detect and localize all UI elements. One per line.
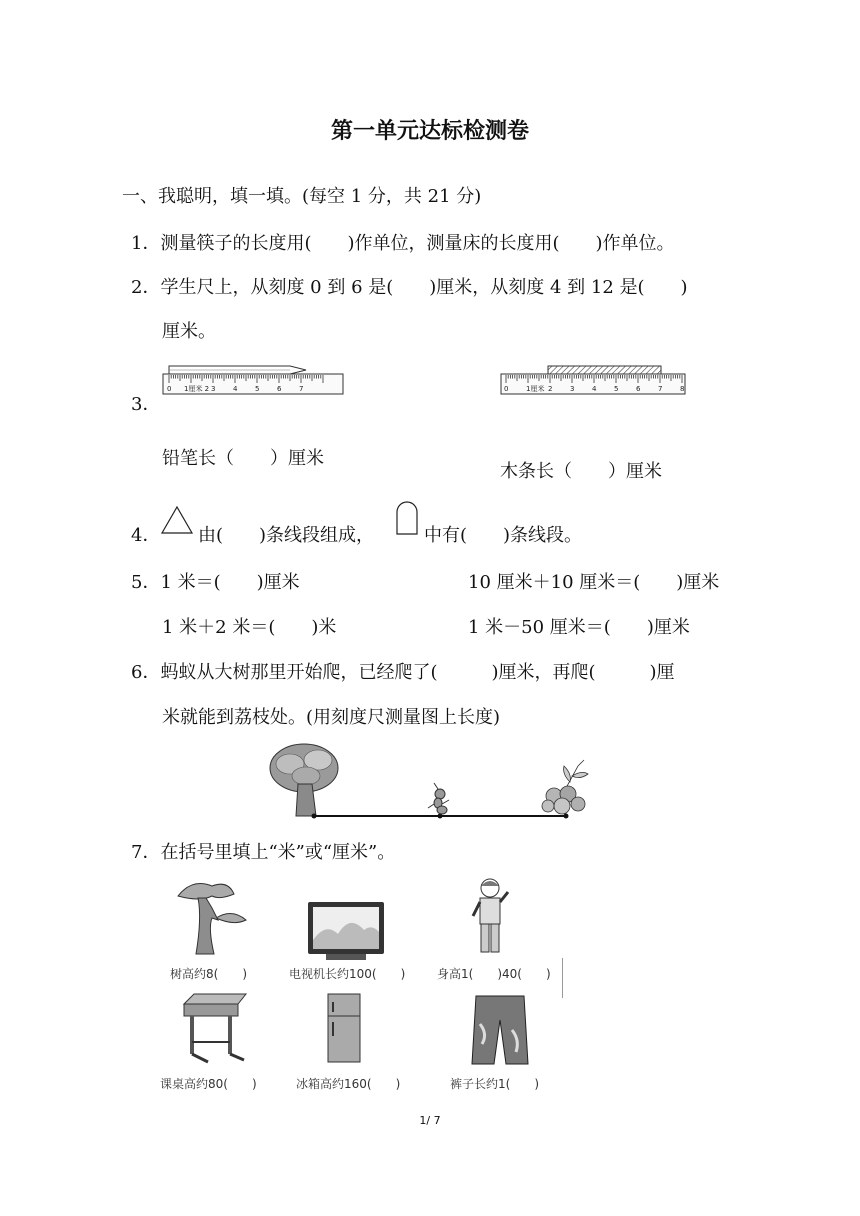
page-title: 第一单元达标检测卷 [330,119,529,144]
question-2-line-2: 厘米。 [162,321,216,342]
q7-item-tv: 电视机长约100( ) [289,967,406,981]
question-6-line-2: 米就能到荔枝处。(用刻度尺测量图上长度) [162,707,501,728]
ruler-tick-label: 2 [548,385,553,393]
ruler-tick-label: 8 [680,385,685,393]
question-2-line-1: 2．学生尺上，从刻度 0 到 6 是( )厘米，从刻度 4 到 12 是( ) [131,277,688,298]
ruler-tick-label: 3 [570,385,575,393]
lychee-image [542,760,588,814]
ruler-with-wood-strip [498,363,688,397]
ruler-tick-label: 1厘米 2 [184,385,210,393]
tree-image [270,744,338,816]
boy-picture [470,876,514,958]
question-4-number: 4． [131,525,161,546]
divider [562,958,563,998]
pants-picture [470,994,530,1066]
ant-image [428,783,449,814]
ruler-tick-label: 6 [636,385,641,393]
question-5-d: 1 米－50 厘米＝( )厘米 [468,617,690,638]
question-5-a: 5．1 米＝( )厘米 [131,572,300,593]
ruler-tick-label: 0 [504,385,509,393]
ruler-tick-label: 5 [255,385,260,393]
question-4-part-1: 由( )条线段组成， [198,525,375,546]
question-3-number: 3． [131,394,161,415]
triangle-shape [160,505,194,535]
q7-item-pants: 裤子长约1( ) [450,1077,539,1091]
ruler-tick-label: 4 [592,385,597,393]
ruler-tick-label: 5 [614,385,619,393]
ruler-tick-label: 7 [299,385,304,393]
q7-item-tree: 树高约8( ) [170,967,247,981]
page-number: 1/ 7 [419,1114,441,1127]
question-1: 1．测量筷子的长度用( )作单位，测量床的长度用( )作单位。 [131,233,675,254]
question-4-part-2: 中有( )条线段。 [424,525,583,546]
desk-picture [180,992,248,1064]
arch-shape [394,500,420,536]
ruler-tick-label: 0 [167,385,172,393]
section-heading: 一、我聪明，填一填。(每空 1 分，共 21 分) [122,186,482,207]
ruler-tick-label: 1厘米 [526,385,545,393]
question-7: 7．在括号里填上“米”或“厘米”。 [131,842,396,863]
pencil-length-label: 铅笔长（ ）厘米 [162,448,324,469]
q7-item-desk: 课桌高约80( ) [160,1077,257,1091]
ruler-tick-label: 6 [277,385,282,393]
question-5-b: 10 厘米＋10 厘米＝( )厘米 [468,572,720,593]
ruler-with-pencil [160,363,346,397]
q7-item-fridge: 冰箱高约160( ) [296,1077,401,1091]
wood-length-label: 木条长（ ）厘米 [500,461,662,482]
ruler-tick-label: 3 [211,385,216,393]
ant-path-illustration [266,738,596,824]
tree-picture [172,878,248,958]
question-5-c: 1 米＋2 米＝( )米 [162,617,337,638]
ruler-tick-label: 7 [658,385,663,393]
question-6-line-1: 6．蚂蚁从大树那里开始爬，已经爬了( )厘米，再爬( )厘 [131,662,675,683]
ruler-tick-label: 4 [233,385,238,393]
tv-picture [306,900,386,962]
fridge-picture [326,992,362,1064]
q7-item-height: 身高1( )40( ) [437,967,551,981]
